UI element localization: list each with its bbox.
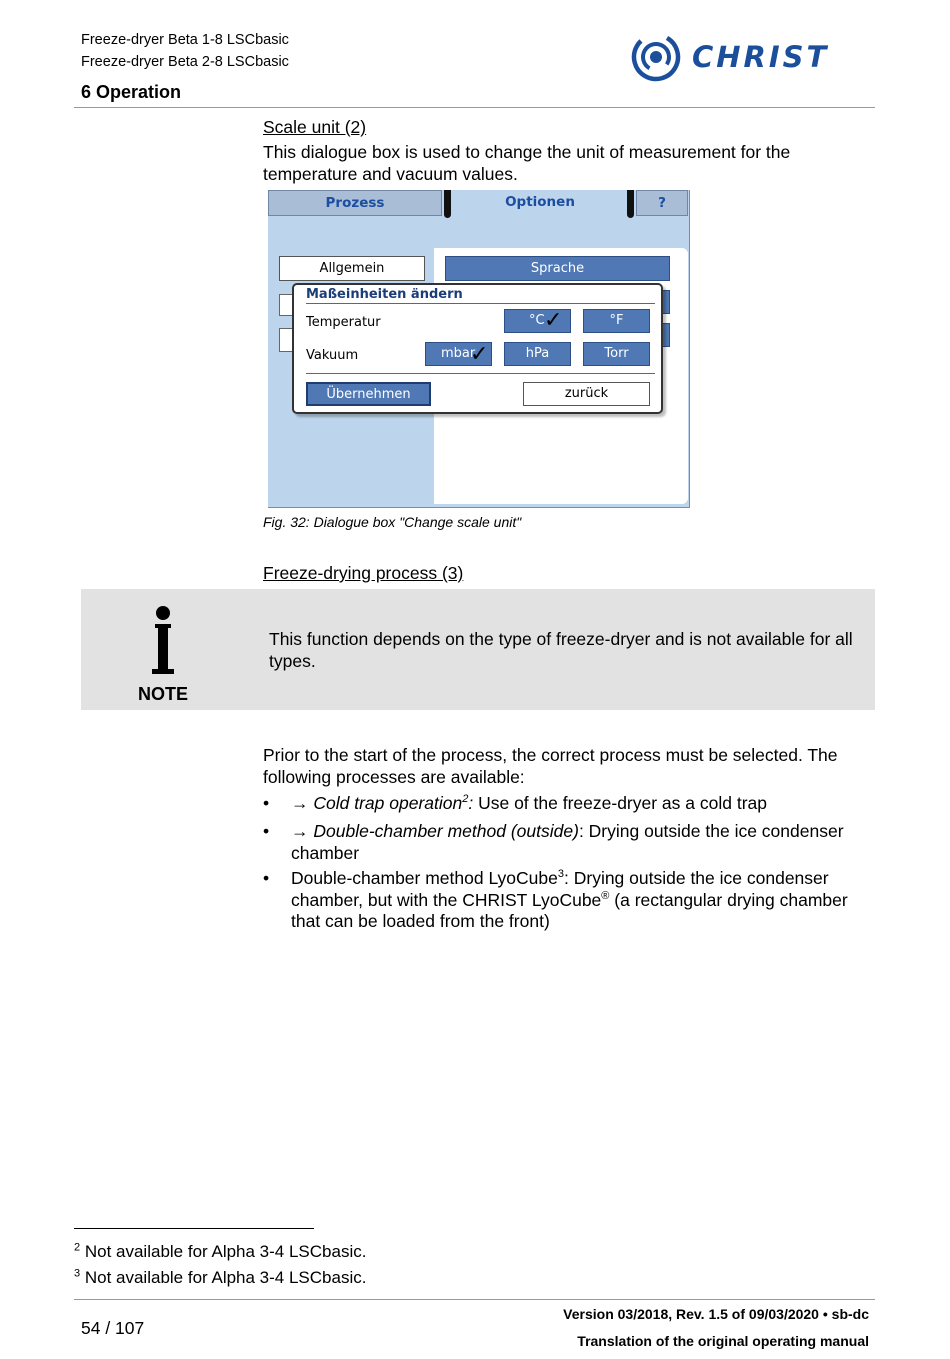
allgemein-button[interactable]: Allgemein bbox=[279, 256, 425, 281]
scale-unit-heading: Scale unit (2) bbox=[263, 117, 367, 137]
apply-button[interactable]: Übernehmen bbox=[306, 382, 431, 406]
section-title: 6 Operation bbox=[81, 82, 182, 102]
dialog-title: Maßeinheiten ändern bbox=[306, 287, 463, 302]
unit-fahrenheit-button[interactable]: °F bbox=[583, 309, 650, 333]
christ-logo-text: CHRIST bbox=[692, 40, 830, 74]
figure-caption: Fig. 32: Dialogue box "Change scale unit" bbox=[263, 514, 522, 530]
change-units-dialog bbox=[292, 283, 663, 414]
link-double-chamber-method[interactable]: Double-chamber method (outside) bbox=[313, 821, 579, 841]
header-rule bbox=[74, 107, 875, 108]
page-number: 54 / 107 bbox=[81, 1318, 145, 1338]
process-intro: Prior to the start of the process, the correct process must be selected. The following processes are available: bbox=[263, 745, 838, 787]
footer-version: Version 03/2018, Rev. 1.5 of 09/03/2020 • sb-dc bbox=[563, 1306, 869, 1322]
arrow-icon: → bbox=[291, 821, 309, 841]
footnote-2: $^2$ Not available for Alpha 3-4 LSCbasic. bbox=[74, 1241, 367, 1261]
christ-logo-mark-icon bbox=[630, 30, 875, 84]
checkmark-icon: ✓ bbox=[470, 341, 489, 366]
bullet-marker: • bbox=[263, 821, 270, 841]
footer-rule bbox=[74, 1299, 875, 1300]
checkmark-icon: ✓ bbox=[544, 307, 563, 332]
scale-unit-description: This dialogue box is used to change the unit of measurement for the temperature and vacuum values. bbox=[263, 142, 791, 184]
hidden-button-stub bbox=[279, 294, 293, 316]
tab-help[interactable]: ? bbox=[636, 190, 688, 216]
bullet-marker: • bbox=[263, 868, 270, 888]
unit-torr-button[interactable]: Torr bbox=[583, 342, 650, 366]
hidden-button-stub bbox=[662, 290, 670, 314]
note-text: This function depends on the type of freeze-dryer and is not available for all types. bbox=[269, 629, 853, 671]
bullet-lyocube: Double-chamber method LyoCube$^3$: Drying outside the ice condenser chamber, but with the CHRIST LyoCube® (a rectangular drying chamber that can be loaded from the front) bbox=[291, 868, 848, 931]
sprache-button[interactable]: Sprache bbox=[445, 256, 670, 281]
tab-optionen[interactable]: Optionen bbox=[452, 190, 628, 216]
hidden-button-stub bbox=[279, 328, 293, 352]
note-label: NOTE bbox=[138, 684, 189, 704]
temperature-label: Temperatur bbox=[306, 315, 381, 330]
header-product-line-1: Freeze-dryer Beta 1-8 LSCbasic bbox=[81, 32, 289, 48]
tab-divider bbox=[627, 190, 634, 218]
freeze-drying-heading: Freeze-drying process (3) bbox=[263, 563, 464, 583]
vacuum-label: Vakuum bbox=[306, 348, 359, 363]
hidden-button-stub bbox=[662, 323, 670, 347]
tab-divider bbox=[444, 190, 451, 218]
bullet-cold-trap: → Cold trap operation$^2$: Use of the freeze-dryer as a cold trap bbox=[291, 793, 767, 813]
link-cold-trap-operation[interactable]: Cold trap operation bbox=[313, 793, 463, 813]
dialog-screenshot bbox=[268, 190, 690, 508]
header-product-line-2: Freeze-dryer Beta 2-8 LSCbasic bbox=[81, 54, 289, 70]
unit-celsius-button[interactable]: °C bbox=[504, 309, 571, 333]
footer-translation: Translation of the original operating manual bbox=[577, 1333, 869, 1349]
unit-mbar-button[interactable]: mbar bbox=[425, 342, 492, 366]
footnote-ref: 2 bbox=[462, 793, 469, 806]
back-button[interactable]: zurück bbox=[523, 382, 650, 406]
dialog-title-rule bbox=[306, 303, 655, 304]
info-icon bbox=[150, 605, 176, 675]
footnote-rule bbox=[74, 1228, 314, 1229]
footnote-3: $^3$ Not available for Alpha 3-4 LSCbasic. bbox=[74, 1267, 367, 1287]
dialog-buttons-rule bbox=[306, 373, 655, 374]
unit-hpa-button[interactable]: hPa bbox=[504, 342, 571, 366]
tab-prozess[interactable]: Prozess bbox=[268, 190, 442, 216]
bullet-double-chamber: → Double-chamber method (outside): Drying outside the ice condenser chamber bbox=[291, 821, 844, 863]
footnote-ref: 3 bbox=[557, 868, 564, 881]
bullet-marker: • bbox=[263, 793, 270, 813]
christ-logo bbox=[630, 30, 875, 84]
arrow-icon: → bbox=[291, 793, 309, 813]
